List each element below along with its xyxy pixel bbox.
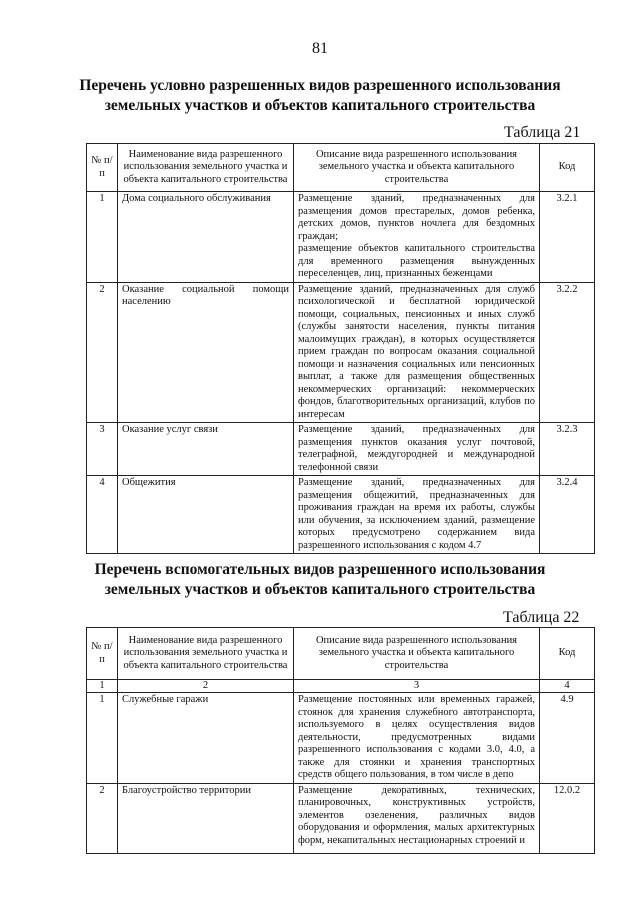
table-21-header-row [87, 144, 595, 192]
header-num: № п/п [87, 144, 118, 192]
row-num: 1 [87, 192, 118, 283]
table-row [87, 282, 595, 423]
header-code: Код [540, 144, 595, 192]
row-num: 2 [87, 783, 118, 853]
header-num: № п/п [87, 628, 118, 680]
section2-title-line2: земельных участков и объектов капитального строительства [104, 581, 536, 598]
header-code: Код [540, 628, 595, 680]
row-code: 3.2.2 [540, 282, 595, 423]
table-21-label: Таблица 21 [504, 124, 581, 141]
row-name: Оказание услуг связи [118, 423, 294, 476]
row-description: Размещение декоративных, технических, планировочных, конструктивных устройств, элементов озеленения, различных видов оборудования и оформления, малых архитектурных форм, некапитальных нестационарных строений и [294, 783, 540, 853]
row-description: Размещение зданий, предназначенных для размещения пунктов оказания услуг почтовой, телеграфной, междугородней и международной телефонной связи [294, 423, 540, 476]
section1-title-line1: Перечень условно разрешенных видов разрешенного использования [79, 77, 561, 94]
section1-title-line2: земельных участков и объектов капитального строительства [104, 97, 536, 114]
row-num: 1 [87, 693, 118, 784]
table-22-header-row [87, 628, 595, 680]
table-22-label: Таблица 22 [503, 609, 580, 626]
table-row [87, 476, 595, 554]
row-name: Общежития [118, 476, 294, 554]
row-description [294, 192, 540, 283]
table-22 [86, 627, 595, 854]
row-num: 4 [87, 476, 118, 554]
section2-title-line1: Перечень вспомогательных видов разрешенного использования [94, 561, 546, 578]
column-number-row [87, 680, 595, 693]
section1-title [60, 76, 580, 116]
row-description-part1: Размещение зданий, предназначенных для размещения домов престарелых, домов ребенка, детских домов, пунктов ночлега для бездомных граждан; [298, 193, 535, 242]
header-name: Наименование вида разрешенного использования земельного участка и объекта капитального строительства [118, 628, 294, 680]
row-description-part2: размещение объектов капитального строительства для временного размещения вынужденных переселенцев, лиц, признанных беженцами [298, 243, 535, 279]
row-code: 3.2.1 [540, 192, 595, 283]
table-row [87, 783, 595, 853]
column-number: 3 [294, 680, 540, 693]
table-21 [86, 143, 595, 554]
row-name: Оказание социальной помощи населению [118, 282, 294, 423]
row-code: 4.9 [540, 693, 595, 784]
row-description: Размещение зданий, предназначенных для служб психологической и бесплатной юридической помощи, социальных, пенсионных и иных служб (службы занятости населения, пункты питания малоимущих граждан), в которых осуществляется прием граждан по вопросам оказания социальной помощи и назначения социальных или пенсионных выплат, а также для размещения общественных некоммерческих организаций: некоммерческих фондов, благотворительных организаций, клубов по интересам [294, 282, 540, 423]
column-number: 4 [540, 680, 595, 693]
row-code: 3.2.4 [540, 476, 595, 554]
row-num: 2 [87, 282, 118, 423]
table-row [87, 693, 595, 784]
row-code: 3.2.3 [540, 423, 595, 476]
row-name: Дома социального обслуживания [118, 192, 294, 283]
row-code: 12.0.2 [540, 783, 595, 853]
row-name: Служебные гаражи [118, 693, 294, 784]
page-number: 81 [312, 40, 328, 57]
column-number: 2 [118, 680, 294, 693]
row-description: Размещение зданий, предназначенных для размещения общежитий, предназначенных для проживания граждан на время их работы, службы или обучения, за исключением зданий, размещение которых предусмотрено содержанием вида разрешенного использования с кодом 4.7 [294, 476, 540, 554]
row-num: 3 [87, 423, 118, 476]
table-row [87, 192, 595, 283]
section2-title [60, 560, 580, 600]
header-name: Наименование вида разрешенного использования земельного участка и объекта капитального строительства [118, 144, 294, 192]
row-name: Благоустройство территории [118, 783, 294, 853]
header-description: Описание вида разрешенного использования земельного участка и объекта капитального строительства [294, 628, 540, 680]
table-row [87, 423, 595, 476]
row-description: Размещение постоянных или временных гаражей, стоянок для хранения служебного автотранспорта, используемого в целях осуществления видов деятельности, предусмотренных видами разрешенного использования с кодами 3.0, 4.0, а также для стоянки и хранения транспортных средств общего пользования, в том числе в депо [294, 693, 540, 784]
column-number: 1 [87, 680, 118, 693]
header-description: Описание вида разрешенного использования земельного участка и объекта капитального строительства [294, 144, 540, 192]
